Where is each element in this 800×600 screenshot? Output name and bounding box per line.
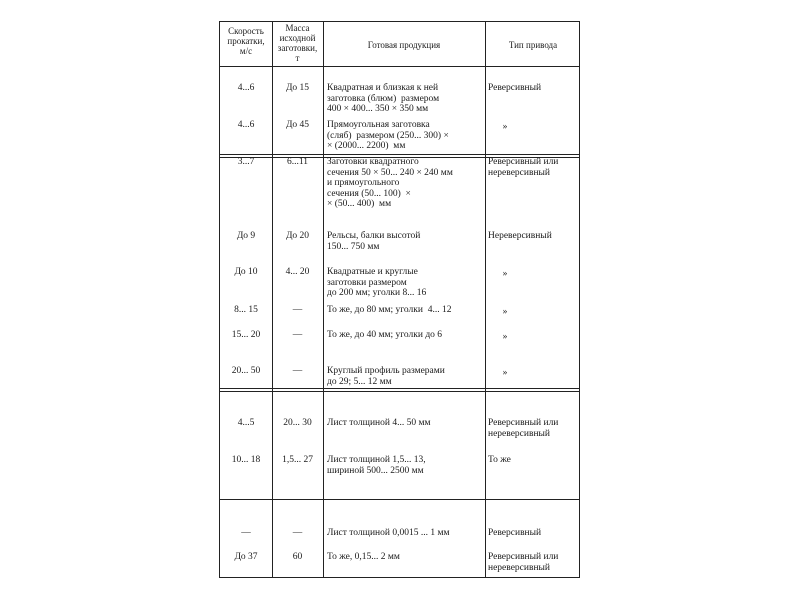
cell-drive: То же <box>488 455 511 465</box>
cell-drive: Реверсивный <box>488 528 542 538</box>
header-product: Готовая продукция <box>367 40 441 50</box>
cell-mass: 20... 30 <box>283 418 312 428</box>
header-drive: Тип привода <box>508 40 558 50</box>
cell-mass: До 15 <box>285 83 310 93</box>
cell-drive: Реверсивный <box>488 83 542 93</box>
cell-mass: 4... 20 <box>285 267 310 277</box>
column-divider <box>323 22 324 577</box>
cell-mass: 6...11 <box>286 157 309 167</box>
data-table <box>219 21 580 578</box>
cell-drive: Реверсивный или нереверсивный <box>488 157 559 178</box>
cell-product: Рельсы, балки высотой 150... 750 мм <box>327 231 421 252</box>
cell-mass: До 20 <box>285 231 310 241</box>
cell-product: Лист толщиной 4... 50 мм <box>327 418 431 428</box>
cell-speed: — <box>241 528 251 538</box>
cell-drive: » <box>502 269 508 279</box>
cell-speed: 4...6 <box>237 120 255 130</box>
cell-mass: — <box>292 528 303 538</box>
header-speed: Скорость прокатки, м/с <box>227 26 265 56</box>
cell-product: То же, до 80 мм; уголки 4... 12 <box>327 305 452 315</box>
column-divider <box>485 22 486 577</box>
cell-product: Квадратная и близкая к ней заготовка (блюм) размером 400 × 400... 350 × 350 мм <box>327 83 440 114</box>
column-divider <box>272 22 273 577</box>
cell-speed: 4...6 <box>237 83 255 93</box>
header-mass: Масса исходной заготовки, т <box>277 23 318 63</box>
cell-mass: 60 <box>292 552 303 562</box>
cell-speed: До 9 <box>236 231 256 241</box>
cell-drive: » <box>502 122 508 132</box>
cell-product: Квадратные и круглые заготовки размером до 200 мм; уголки 8... 16 <box>327 267 427 298</box>
cell-drive: Нереверсивный <box>488 231 552 241</box>
cell-speed: 3...7 <box>237 157 255 167</box>
cell-drive: » <box>502 307 508 317</box>
cell-product: Лист толщиной 0,0015 ... 1 мм <box>327 528 450 538</box>
cell-mass: До 45 <box>285 120 310 130</box>
cell-product: То же, 0,15... 2 мм <box>327 552 400 562</box>
cell-drive: Реверсивный или нереверсивный <box>488 418 559 439</box>
cell-product: Прямоугольная заготовка (сляб) размером (250... 300) × × (2000... 2200) мм <box>327 120 449 151</box>
cell-mass: — <box>292 366 303 376</box>
cell-speed: До 10 <box>234 267 258 277</box>
cell-speed: 10... 18 <box>231 455 261 465</box>
cell-mass: — <box>292 305 303 315</box>
cell-drive: » <box>502 332 508 342</box>
cell-product: Лист толщиной 1,5... 13, шириной 500... 2500 мм <box>327 455 426 476</box>
cell-speed: До 37 <box>234 552 258 562</box>
cell-speed: 4...5 <box>237 418 255 428</box>
section-divider <box>220 388 579 392</box>
header-divider <box>220 66 579 67</box>
cell-speed: 8... 15 <box>234 305 258 315</box>
cell-speed: 20... 50 <box>231 366 261 376</box>
cell-product: То же, до 40 мм; уголки до 6 <box>327 330 443 340</box>
cell-product: Заготовки квадратного сечения 50 × 50... 240 × 240 мм и прямоугольного сечения (50... 100) × × (50... 400) мм <box>327 157 453 209</box>
cell-speed: 15... 20 <box>231 330 261 340</box>
cell-drive: » <box>502 368 508 378</box>
cell-product: Круглый профиль размерами до 29; 5... 12 мм <box>327 366 445 387</box>
cell-mass: 1,5... 27 <box>282 455 313 465</box>
section-divider <box>220 499 579 500</box>
cell-mass: — <box>292 330 303 340</box>
cell-drive: Реверсивный или нереверсивный <box>488 552 559 573</box>
